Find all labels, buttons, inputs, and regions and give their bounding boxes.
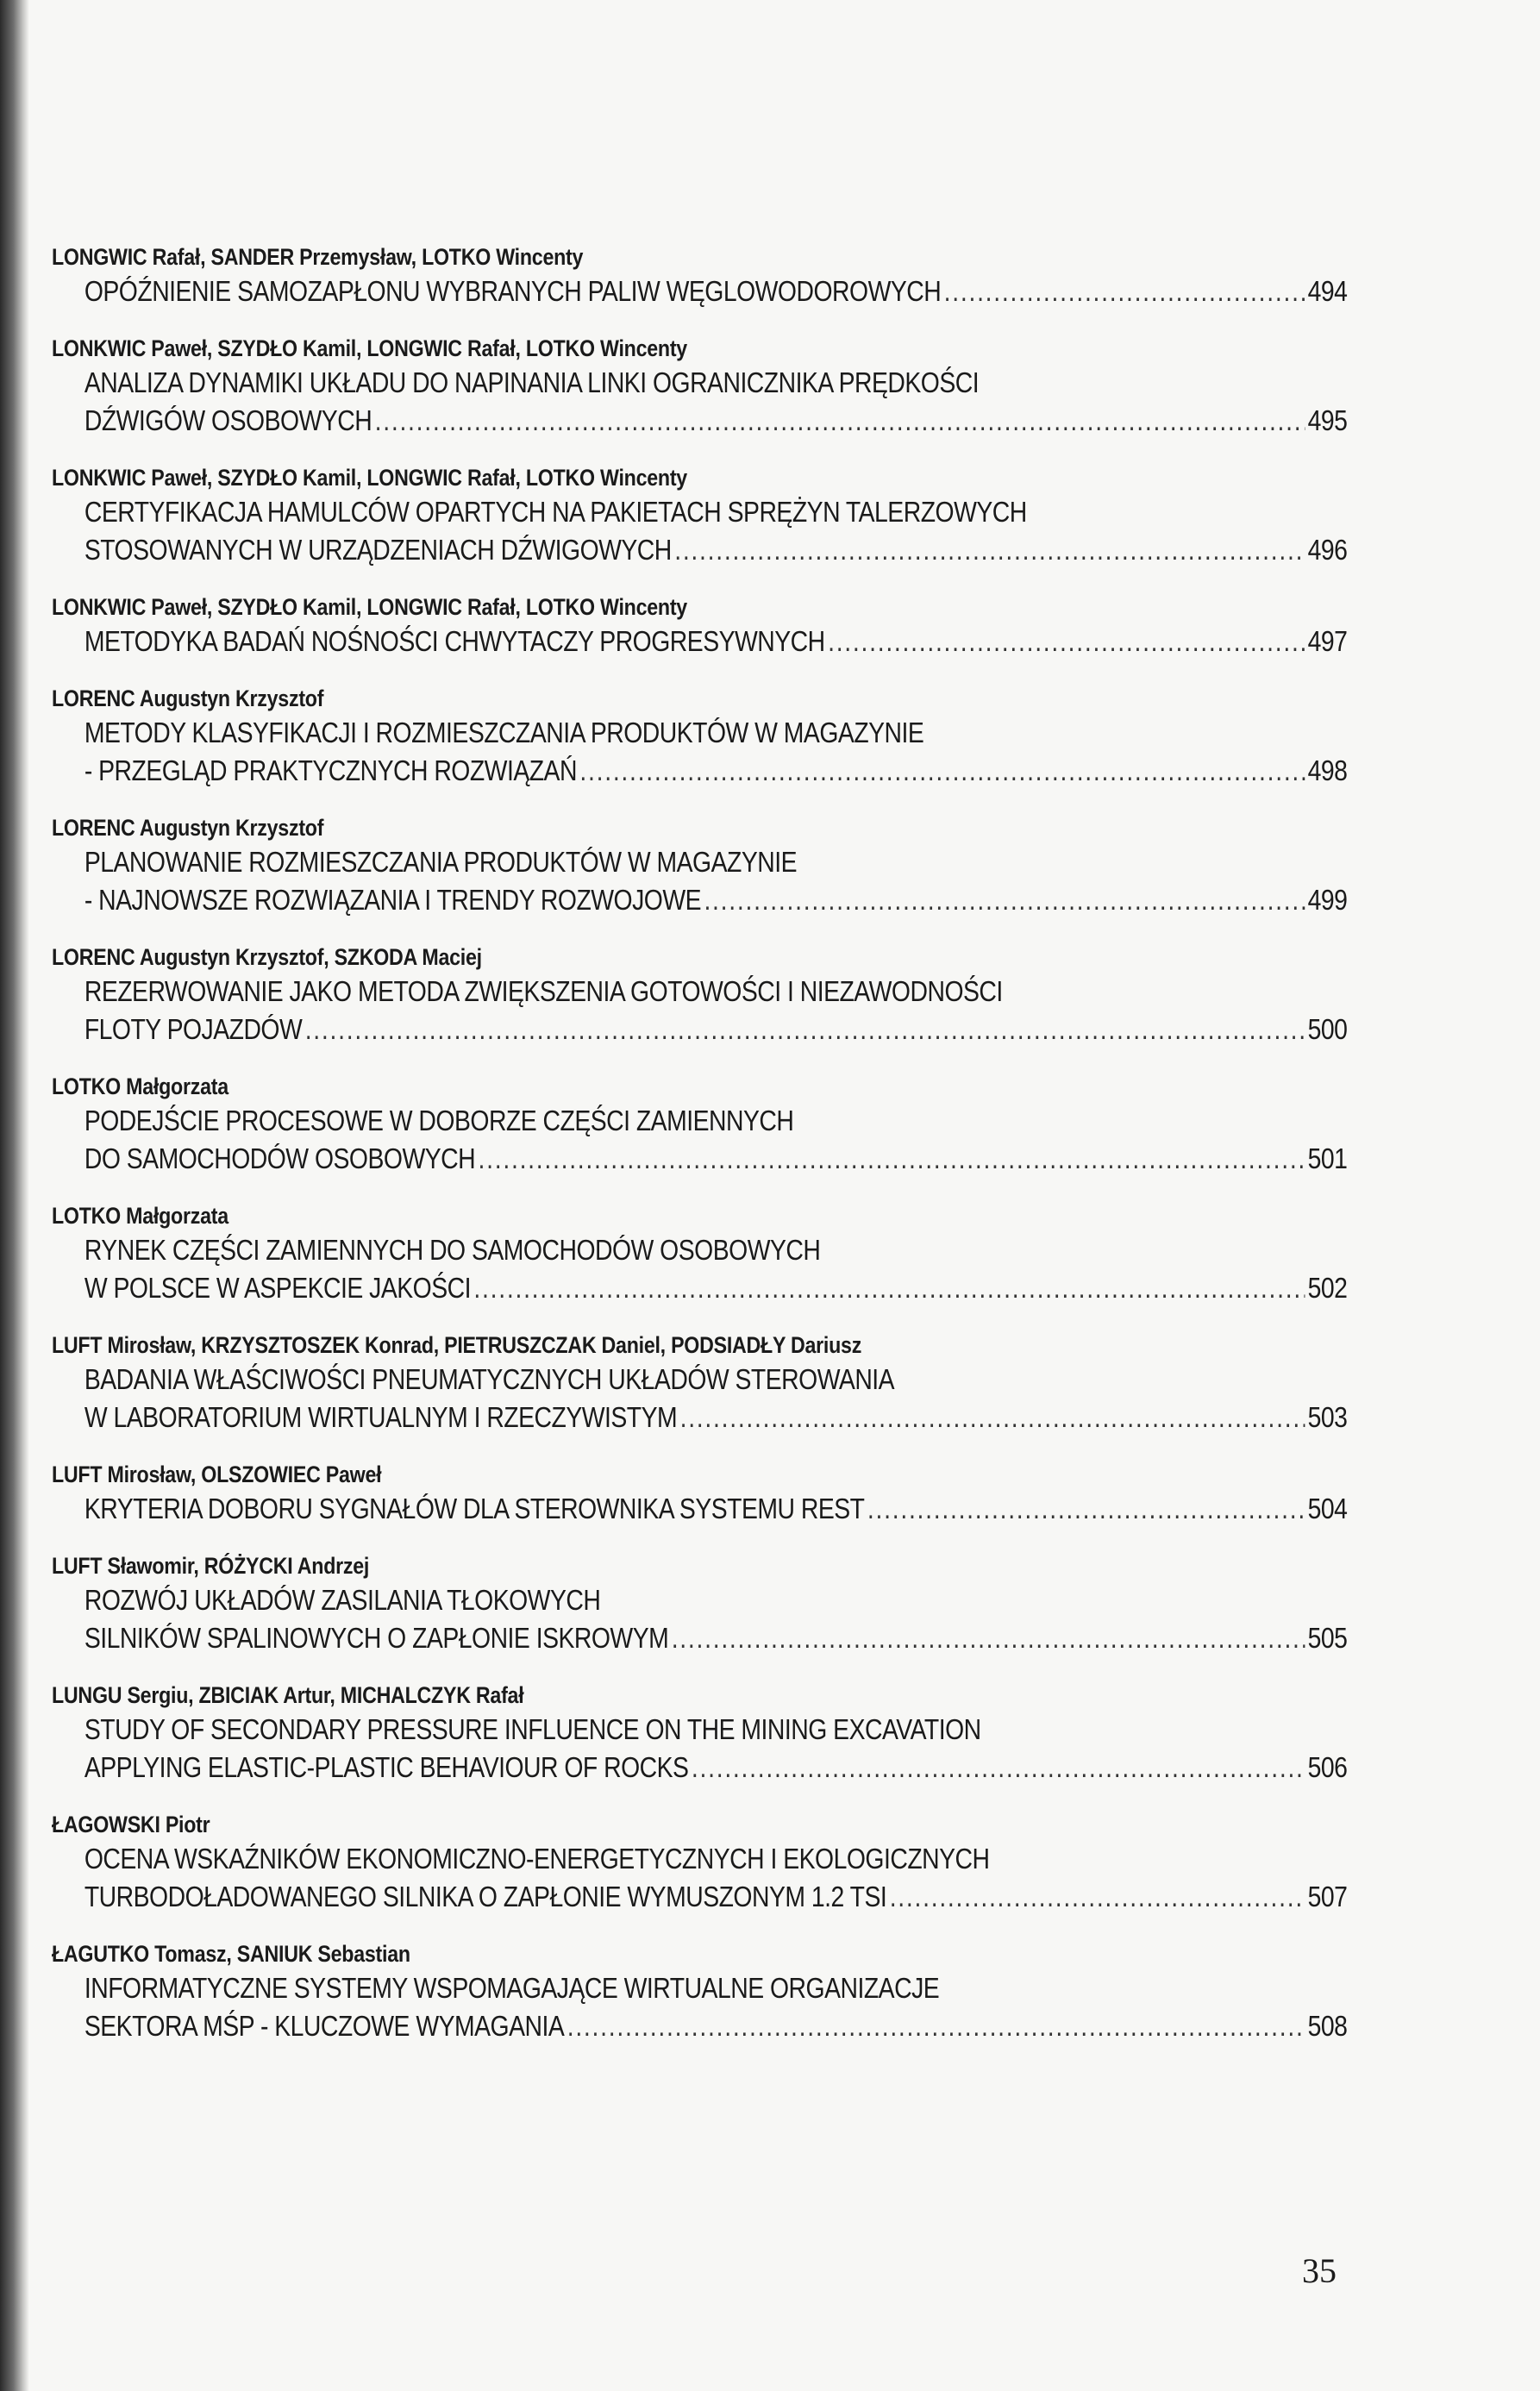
entry-title-line: STOSOWANYCH W URZĄDZENIACH DŹWIGOWYCH <box>84 534 672 566</box>
entry-title-line: ANALIZA DYNAMIKI UKŁADU DO NAPINANIA LINKI OGRANICZNIKA PRĘDKOŚCI <box>84 366 980 398</box>
dot-leader <box>867 1490 1305 1528</box>
entry-title-line: BADANIA WŁAŚCIWOŚCI PNEUMATYCZNYCH UKŁADÓW STEROWANIA <box>84 1363 895 1395</box>
page-binding-shadow <box>0 0 29 2391</box>
entry-title-last-line <box>52 402 1347 440</box>
entry-title-last-line <box>52 272 1347 310</box>
entry-title-line: TURBODOŁADOWANEGO SILNIKA O ZAPŁONIE WYMUSZONYM 1.2 TSI <box>84 1881 887 1912</box>
entry-title-line: METODY KLASYFIKACJI I ROZMIESZCZANIA PRODUKTÓW W MAGAZYNIE <box>84 717 924 748</box>
entry-title-last-line <box>52 1878 1347 1916</box>
entry-title-last-line <box>52 1011 1347 1048</box>
entry-title-last-line <box>52 1399 1347 1436</box>
entry-authors: LUNGU Sergiu, ZBICIAK Artur, MICHALCZYK Rafał <box>52 1682 524 1708</box>
page-number: 35 <box>1302 2251 1337 2290</box>
dot-leader <box>567 2007 1305 2045</box>
toc-entry <box>52 591 1350 660</box>
dot-leader <box>944 272 1305 310</box>
dot-leader <box>473 1269 1305 1307</box>
entry-title-line: OCENA WSKAŹNIKÓW EKONOMICZNO-ENERGETYCZNYCH I EKOLOGICZNYCH <box>84 1843 990 1875</box>
entry-title-last-line <box>52 623 1347 660</box>
dot-leader <box>479 1140 1305 1178</box>
toc-entry <box>52 683 1350 790</box>
entry-authors: LONKWIC Paweł, SZYDŁO Kamil, LONGWIC Rafał, LOTKO Wincenty <box>52 335 687 361</box>
entry-title-line: ROZWÓJ UKŁADÓW ZASILANIA TŁOKOWYCH <box>84 1584 601 1616</box>
dot-leader <box>672 1619 1305 1657</box>
toc-entry <box>52 1071 1350 1178</box>
entry-authors: LOTKO Małgorzata <box>52 1203 228 1229</box>
entry-page-number: 499 <box>1307 884 1348 916</box>
entry-page-number: 506 <box>1307 1751 1348 1783</box>
entry-page-number: 502 <box>1307 1272 1348 1304</box>
entry-page-number: 504 <box>1307 1493 1348 1524</box>
entry-title-last-line <box>52 1749 1347 1787</box>
entry-title-line: W LABORATORIUM WIRTUALNYM I RZECZYWISTYM <box>84 1401 678 1433</box>
table-of-contents <box>52 241 1350 2068</box>
dot-leader <box>305 1011 1305 1048</box>
dot-leader <box>890 1878 1305 1916</box>
dot-leader <box>674 531 1305 569</box>
entry-page-number: 505 <box>1307 1622 1348 1654</box>
dot-leader <box>579 752 1305 790</box>
entry-title-line: - PRZEGLĄD PRAKTYCZNYCH ROZWIĄZAŃ <box>84 754 577 786</box>
toc-entry <box>52 241 1350 310</box>
toc-entry <box>52 812 1350 919</box>
dot-leader <box>704 881 1305 919</box>
entry-title-line: FLOTY POJAZDÓW <box>84 1013 303 1045</box>
entry-authors: LORENC Augustyn Krzysztof <box>52 815 324 841</box>
entry-title-line: PODEJŚCIE PROCESOWE W DOBORZE CZĘŚCI ZAMIENNYCH <box>84 1105 794 1136</box>
entry-title-line: DO SAMOCHODÓW OSOBOWYCH <box>84 1142 476 1174</box>
entry-title-last-line <box>52 1619 1347 1657</box>
entry-title-line: W POLSCE W ASPEKCIE JAKOŚCI <box>84 1272 471 1304</box>
entry-page-number: 507 <box>1307 1881 1348 1912</box>
dot-leader <box>692 1749 1305 1787</box>
entry-page-number: 496 <box>1307 534 1348 566</box>
entry-title-last-line <box>52 2007 1347 2045</box>
entry-authors: LONKWIC Paweł, SZYDŁO Kamil, LONGWIC Rafał, LOTKO Wincenty <box>52 594 687 620</box>
entry-authors: LORENC Augustyn Krzysztof, SZKODA Maciej <box>52 944 482 970</box>
entry-title-line: RYNEK CZĘŚCI ZAMIENNYCH DO SAMOCHODÓW OSOBOWYCH <box>84 1234 821 1266</box>
toc-entry <box>52 1459 1350 1528</box>
toc-entry <box>52 1809 1350 1916</box>
dot-leader <box>375 402 1305 440</box>
entry-authors: ŁAGOWSKI Piotr <box>52 1812 210 1837</box>
entry-authors: LOTKO Małgorzata <box>52 1073 228 1099</box>
entry-page-number: 497 <box>1307 625 1348 657</box>
entry-authors: LUFT Mirosław, OLSZOWIEC Paweł <box>52 1462 382 1487</box>
dot-leader <box>680 1399 1305 1436</box>
toc-entry <box>52 1938 1350 2045</box>
dot-leader <box>828 623 1305 660</box>
entry-page-number: 500 <box>1307 1013 1348 1045</box>
entry-authors: ŁAGUTKO Tomasz, SANIUK Sebastian <box>52 1941 410 1967</box>
entry-title-last-line <box>52 531 1347 569</box>
entry-title-line: APPLYING ELASTIC-PLASTIC BEHAVIOUR OF ROCKS <box>84 1751 689 1783</box>
toc-entry <box>52 1330 1350 1436</box>
entry-title-last-line <box>52 881 1347 919</box>
entry-page-number: 508 <box>1307 2010 1348 2042</box>
entry-title-line: DŹWIGÓW OSOBOWYCH <box>84 404 372 436</box>
toc-entry <box>52 1680 1350 1787</box>
entry-title-line: PLANOWANIE ROZMIESZCZANIA PRODUKTÓW W MAGAZYNIE <box>84 846 797 878</box>
entry-title-line: STUDY OF SECONDARY PRESSURE INFLUENCE ON THE MINING EXCAVATION <box>84 1713 981 1745</box>
toc-entry <box>52 1200 1350 1307</box>
entry-title-line: INFORMATYCZNE SYSTEMY WSPOMAGAJĄCE WIRTUALNE ORGANIZACJE <box>84 1972 940 2004</box>
toc-entry <box>52 942 1350 1048</box>
entry-title-last-line <box>52 1269 1347 1307</box>
toc-entry <box>52 333 1350 440</box>
entry-title-last-line <box>52 1140 1347 1178</box>
entry-title-last-line <box>52 1490 1347 1528</box>
entry-page-number: 501 <box>1307 1142 1348 1174</box>
entry-title-last-line <box>52 752 1347 790</box>
toc-entry <box>52 1550 1350 1657</box>
entry-page-number: 494 <box>1307 275 1348 307</box>
entry-authors: LONGWIC Rafał, SANDER Przemysław, LOTKO Wincenty <box>52 244 584 270</box>
entry-title-line: REZERWOWANIE JAKO METODA ZWIĘKSZENIA GOTOWOŚCI I NIEZAWODNOŚCI <box>84 975 1003 1007</box>
entry-title-line: KRYTERIA DOBORU SYGNAŁÓW DLA STEROWNIKA SYSTEMU REST <box>84 1493 865 1524</box>
entry-authors: LONKWIC Paweł, SZYDŁO Kamil, LONGWIC Rafał, LOTKO Wincenty <box>52 465 687 491</box>
entry-title-line: SEKTORA MŚP - KLUCZOWE WYMAGANIA <box>84 2010 565 2042</box>
toc-entry <box>52 462 1350 569</box>
entry-title-line: METODYKA BADAŃ NOŚNOŚCI CHWYTACZY PROGRESYWNYCH <box>84 625 825 657</box>
entry-title-line: - NAJNOWSZE ROZWIĄZANIA I TRENDY ROZWOJOWE <box>84 884 702 916</box>
entry-title-line: CERTYFIKACJA HAMULCÓW OPARTYCH NA PAKIETACH SPRĘŻYN TALERZOWYCH <box>84 496 1027 528</box>
entry-page-number: 498 <box>1307 754 1348 786</box>
entry-title-line: SILNIKÓW SPALINOWYCH O ZAPŁONIE ISKROWYM <box>84 1622 669 1654</box>
entry-authors: LORENC Augustyn Krzysztof <box>52 685 324 711</box>
entry-page-number: 503 <box>1307 1401 1348 1433</box>
entry-authors: LUFT Sławomir, RÓŻYCKI Andrzej <box>52 1553 370 1579</box>
entry-title-line: OPÓŹNIENIE SAMOZAPŁONU WYBRANYCH PALIW WĘGLOWODOROWYCH <box>84 275 942 307</box>
entry-authors: LUFT Mirosław, KRZYSZTOSZEK Konrad, PIETRUSZCZAK Daniel, PODSIADŁY Dariusz <box>52 1332 862 1358</box>
entry-page-number: 495 <box>1307 404 1348 436</box>
